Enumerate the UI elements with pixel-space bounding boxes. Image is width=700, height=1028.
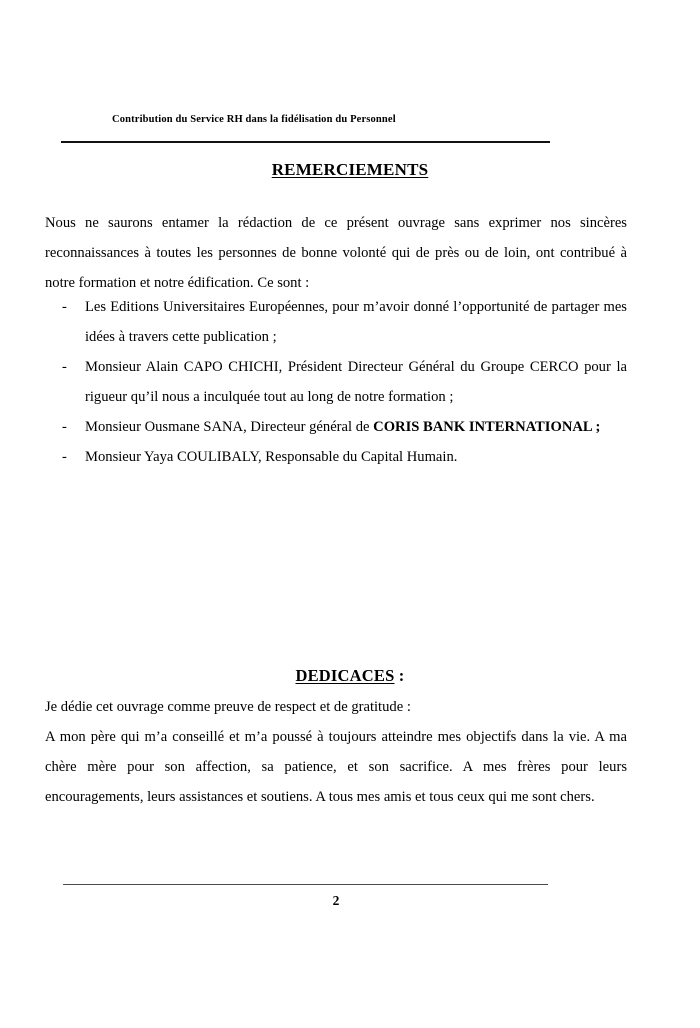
- list-item: [45, 412, 627, 442]
- list-marker-icon: -: [62, 299, 67, 315]
- remerciements-intro-block: [45, 208, 627, 298]
- remerciements-list: [45, 292, 627, 472]
- list-item-text-emphasis: CORIS BANK INTERNATIONAL ;: [373, 419, 601, 435]
- page-title-dedicaces: [0, 666, 700, 686]
- remerciements-intro-paragraph: Nous ne saurons entamer la rédaction de ce présent ouvrage sans exprimer nos sincères reconnaissances à toutes les personnes de bonne volonté qui de près ou de loin, ont contribué à notre formation et notre édification. Ce sont :: [45, 215, 627, 291]
- list-item-text: Les Editions Universitaires Européennes, pour m’avoir donné l’opportunité de partager mes idées à travers cette publication ;: [85, 299, 627, 345]
- list-item-text: Monsieur Alain CAPO CHICHI, Président Directeur Général du Groupe CERCO pour la rigueur qu’il nous a inculquée tout au long de notre formation ;: [85, 359, 627, 405]
- list-item: [45, 442, 627, 472]
- page-title-dedicaces-suffix: :: [394, 666, 405, 685]
- dedicaces-lead-block: [45, 692, 627, 722]
- list-item: [45, 292, 627, 352]
- header-divider-rule: [61, 141, 550, 143]
- dedicaces-lead-line: Je dédie cet ouvrage comme preuve de respect et de gratitude :: [45, 699, 411, 715]
- dedicaces-body-paragraph: A mon père qui m’a conseillé et m’a poussé à toujours atteindre mes objectifs dans la vie. A ma chère mère pour son affection, sa patience, et son sacrifice. A mes frères pour leurs encouragements, leurs assistances et soutiens. A tous mes amis et tous ceux qui me sont chers.: [45, 729, 627, 805]
- list-marker-icon: -: [62, 419, 67, 435]
- list-marker-icon: -: [62, 359, 67, 375]
- list-marker-icon: -: [62, 449, 67, 465]
- list-item: [45, 352, 627, 412]
- list-item-text: Monsieur Yaya COULIBALY, Responsable du Capital Humain.: [85, 449, 458, 465]
- running-header: [60, 113, 550, 127]
- page-title-remerciements: [0, 160, 700, 180]
- running-header-text: Contribution du Service RH dans la fidélisation du Personnel: [112, 114, 396, 125]
- dedicaces-body-block: [45, 722, 627, 812]
- page-title-remerciements-text: REMERCIEMENTS: [271, 160, 429, 179]
- list-item-text: Monsieur Ousmane SANA, Directeur général de: [85, 419, 374, 435]
- page-number: 2: [332, 893, 340, 908]
- page-title-dedicaces-text: DEDICACES: [295, 666, 395, 685]
- footer-divider-rule: [63, 884, 548, 885]
